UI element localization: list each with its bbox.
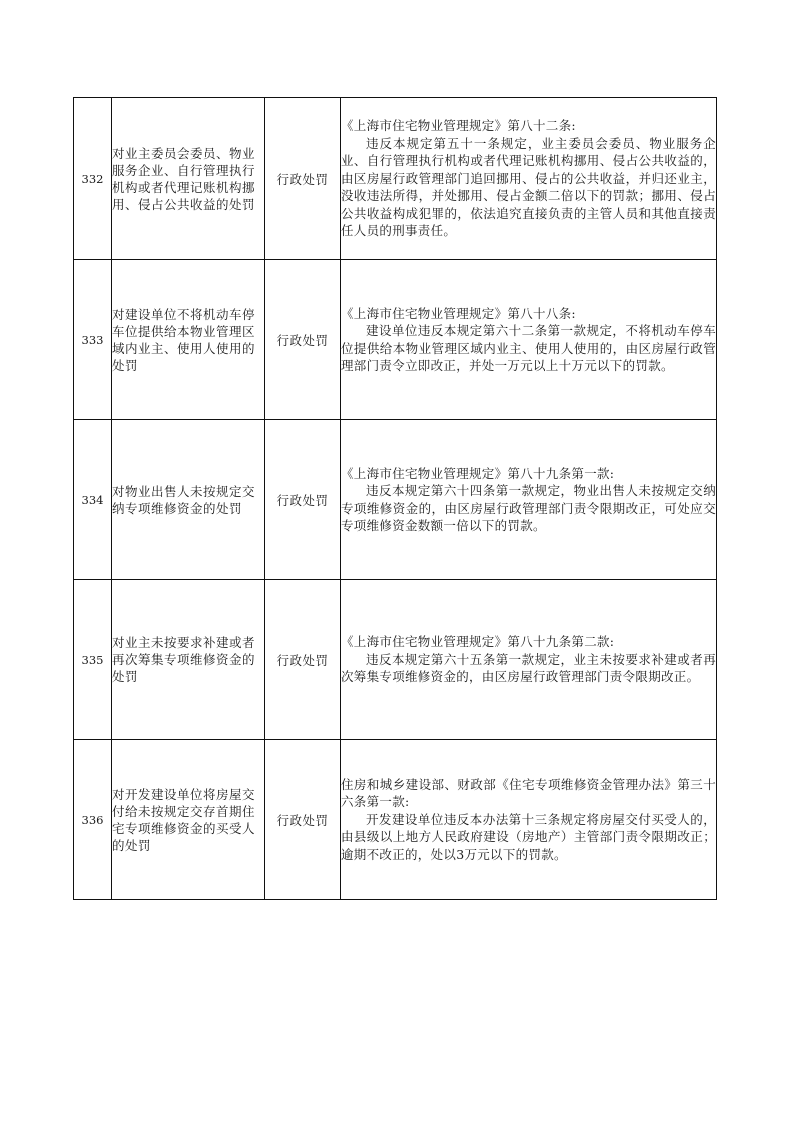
penalty-item: 对开发建设单位将房屋交付给未按规定交存首期住宅专项维修资金的买受人的处罚 [112,740,265,900]
table-row [74,740,717,900]
legal-basis-title: 住房和城乡建设部、财政部《住宅专项维修资金管理办法》第三十六条第一款: [341,776,716,810]
legal-basis-text: 开发建设单位违反本办法第十三条规定将房屋交付买受人的，由县级以上地方人民政府建设（房地产）主管部门责令限期改正；逾期不改正的，处以3万元以下的罚款。 [341,811,716,862]
penalty-type: 行政处罚 [265,740,341,900]
row-number: 336 [74,740,112,900]
legal-basis-title: 《上海市住宅物业管理规定》第八十八条: [341,305,576,321]
legal-basis-title: 《上海市住宅物业管理规定》第八十二条: [341,118,576,134]
table-row [74,260,717,420]
legal-basis-text: 违反本规定第六十四条第一款规定，物业出售人未按规定交纳专项维修资金的，由区房屋行政管理部门责令限期改正，可处应交专项维修资金数额一倍以下的罚款。 [341,483,716,533]
penalty-type: 行政处罚 [265,420,341,580]
row-number: 332 [74,98,112,260]
penalty-item: 对物业出售人未按规定交纳专项维修资金的处罚 [112,420,265,580]
table-row [74,98,717,260]
legal-basis [341,260,717,420]
legal-basis-title: 《上海市住宅物业管理规定》第八十九条第一款: [341,465,615,481]
legal-basis [341,420,717,580]
table-row [74,580,717,740]
penalty-table [73,97,717,900]
row-number: 335 [74,580,112,740]
penalty-type: 行政处罚 [265,260,341,420]
penalty-type: 行政处罚 [265,580,341,740]
legal-basis-text: 违反本规定第五十一条规定，业主委员会委员、物业服务企业、自行管理执行机构或者代理记账机构挪用、侵占公共收益的，由区房屋行政管理部门追回挪用、侵占的公共收益，并归还业主，没收违法所得，并处挪用、侵占金额二倍以下的罚款；挪用、侵占公共收益构成犯罪的，依法追究直接负责的主管人员和其他直接责任人员的刑事责任。 [341,135,716,239]
penalty-item: 对建设单位不将机动车停车位提供给本物业管理区域内业主、使用人使用的处罚 [112,260,265,420]
legal-basis [341,580,717,740]
table-row [74,420,717,580]
penalty-item: 对业主未按要求补建或者再次筹集专项维修资金的处罚 [112,580,265,740]
legal-basis-text: 建设单位违反本规定第六十二条第一款规定，不将机动车停车位提供给本物业管理区域内业主、使用人使用的，由区房屋行政管理部门责令立即改正，并处一万元以上十万元以下的罚款。 [341,323,716,373]
legal-basis [341,98,717,260]
legal-basis-title: 《上海市住宅物业管理规定》第八十九条第二款: [341,634,615,650]
penalty-type: 行政处罚 [265,98,341,260]
row-number: 334 [74,420,112,580]
legal-basis [341,740,717,900]
legal-basis-text: 违反本规定第六十五条第一款规定，业主未按要求补建或者再次筹集专项维修资金的，由区房屋行政管理部门责令限期改正。 [341,651,716,685]
penalty-item: 对业主委员会委员、物业服务企业、自行管理执行机构或者代理记账机构挪用、侵占公共收益的处罚 [112,98,265,260]
row-number: 333 [74,260,112,420]
